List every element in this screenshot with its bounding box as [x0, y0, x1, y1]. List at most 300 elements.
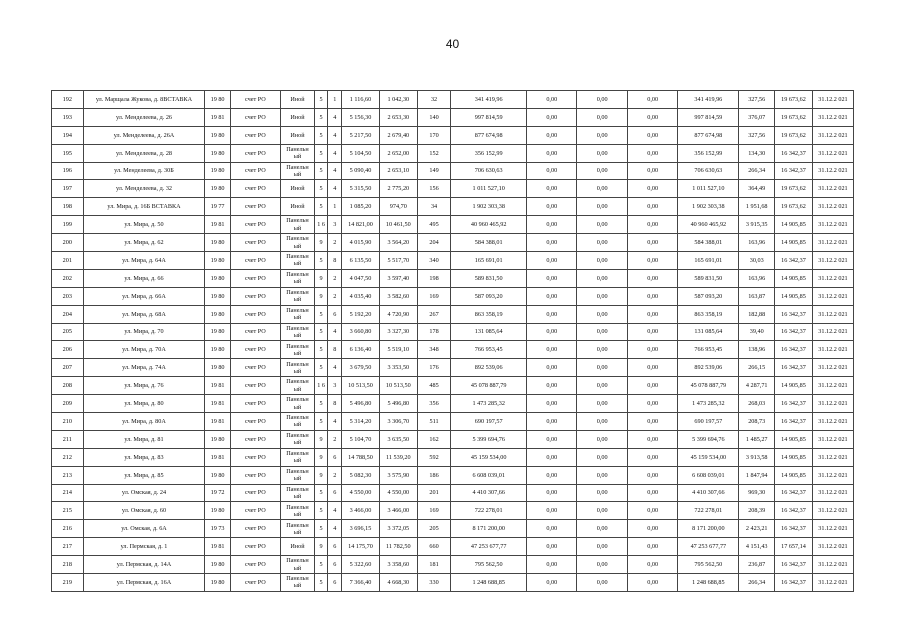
- entrances-cell: 4: [328, 359, 342, 377]
- table-row: [52, 323, 854, 341]
- wall-material-cell: Панельн ый: [281, 520, 315, 538]
- entrances-cell: 8: [328, 252, 342, 270]
- cost-per-sqm-cell: 1 847,94: [739, 466, 775, 484]
- entrances-cell: 2: [328, 234, 342, 252]
- cost-federal-cell: 0,00: [527, 287, 577, 305]
- table-row: [52, 144, 854, 162]
- row-number-cell: 210: [52, 413, 84, 431]
- cost-local-cell: 0,00: [627, 359, 677, 377]
- cost-federal-cell: 0,00: [527, 252, 577, 270]
- wall-material-cell: Панельн ый: [281, 144, 315, 162]
- cost-local-cell: 0,00: [627, 484, 677, 502]
- cost-total-cell: 722 278,01: [451, 502, 527, 520]
- living-area-cell: 5 496,80: [379, 395, 417, 413]
- entrances-cell: 4: [328, 162, 342, 180]
- cost-total-cell: 45 159 534,00: [451, 448, 527, 466]
- cost-total-cell: 1 473 285,32: [451, 395, 527, 413]
- cost-limit-cell: 19 673,62: [775, 126, 813, 144]
- row-number-cell: 193: [52, 108, 84, 126]
- residents-cell: 511: [417, 413, 451, 431]
- cost-owners-cell: 587 093,20: [678, 287, 739, 305]
- address-cell: ул. Мира, д. 70А: [83, 341, 205, 359]
- table-row: [52, 234, 854, 252]
- cost-owners-cell: 8 171 200,00: [678, 520, 739, 538]
- floors-cell: 5: [314, 502, 328, 520]
- residents-cell: 204: [417, 234, 451, 252]
- cost-federal-cell: 0,00: [527, 502, 577, 520]
- total-area-cell: 1 116,60: [342, 91, 380, 109]
- cost-local-cell: 0,00: [627, 395, 677, 413]
- living-area-cell: 974,70: [379, 198, 417, 216]
- living-area-cell: 5 519,10: [379, 341, 417, 359]
- row-number-cell: 194: [52, 126, 84, 144]
- address-cell: ул. Мира, д. 83: [83, 448, 205, 466]
- cost-local-cell: 0,00: [627, 198, 677, 216]
- cost-per-sqm-cell: 163,87: [739, 287, 775, 305]
- cost-regional-cell: 0,00: [577, 91, 627, 109]
- fund-method-cell: счет РО: [230, 287, 280, 305]
- cost-federal-cell: 0,00: [527, 413, 577, 431]
- cost-owners-cell: 165 691,01: [678, 252, 739, 270]
- cost-total-cell: 131 085,64: [451, 323, 527, 341]
- cost-regional-cell: 0,00: [577, 305, 627, 323]
- row-number-cell: 203: [52, 287, 84, 305]
- row-number-cell: 213: [52, 466, 84, 484]
- residents-cell: 170: [417, 126, 451, 144]
- cost-federal-cell: 0,00: [527, 305, 577, 323]
- cost-local-cell: 0,00: [627, 323, 677, 341]
- wall-material-cell: Иной: [281, 198, 315, 216]
- residents-cell: 181: [417, 556, 451, 574]
- year-cell: 19 80: [205, 430, 230, 448]
- floors-cell: 5: [314, 484, 328, 502]
- year-cell: 19 81: [205, 108, 230, 126]
- entrances-cell: 4: [328, 126, 342, 144]
- cost-local-cell: 0,00: [627, 305, 677, 323]
- cost-total-cell: 356 152,99: [451, 144, 527, 162]
- total-area-cell: 4 550,00: [342, 484, 380, 502]
- entrances-cell: 4: [328, 502, 342, 520]
- entrances-cell: 3: [328, 377, 342, 395]
- fund-method-cell: счет РО: [230, 91, 280, 109]
- residents-cell: 592: [417, 448, 451, 466]
- year-cell: 19 72: [205, 484, 230, 502]
- cost-per-sqm-cell: 208,39: [739, 502, 775, 520]
- fund-method-cell: счет РО: [230, 448, 280, 466]
- cost-per-sqm-cell: 2 423,21: [739, 520, 775, 538]
- year-cell: 19 80: [205, 180, 230, 198]
- cost-regional-cell: 0,00: [577, 359, 627, 377]
- row-number-cell: 209: [52, 395, 84, 413]
- entrances-cell: 8: [328, 341, 342, 359]
- wall-material-cell: Панельн ый: [281, 484, 315, 502]
- living-area-cell: 4 550,00: [379, 484, 417, 502]
- floors-cell: 9: [314, 287, 328, 305]
- cost-total-cell: 997 814,59: [451, 108, 527, 126]
- address-cell: ул. Мира, д. 70: [83, 323, 205, 341]
- address-cell: ул. Мира, д. 64А: [83, 252, 205, 270]
- cost-local-cell: 0,00: [627, 466, 677, 484]
- wall-material-cell: Панельн ый: [281, 377, 315, 395]
- living-area-cell: 2 679,40: [379, 126, 417, 144]
- floors-cell: 9: [314, 234, 328, 252]
- cost-federal-cell: 0,00: [527, 144, 577, 162]
- entrances-cell: 2: [328, 287, 342, 305]
- floors-cell: 9: [314, 466, 328, 484]
- floors-cell: 5: [314, 341, 328, 359]
- cost-per-sqm-cell: 1 485,27: [739, 430, 775, 448]
- fund-method-cell: счет РО: [230, 108, 280, 126]
- wall-material-cell: Панельн ый: [281, 448, 315, 466]
- entrances-cell: 8: [328, 395, 342, 413]
- cost-limit-cell: 14 905,85: [775, 287, 813, 305]
- table-row: [52, 287, 854, 305]
- floors-cell: 9: [314, 430, 328, 448]
- entrances-cell: 4: [328, 520, 342, 538]
- cost-owners-cell: 40 960 465,92: [678, 216, 739, 234]
- floors-cell: 5: [314, 323, 328, 341]
- residents-cell: 169: [417, 502, 451, 520]
- total-area-cell: 5 104,50: [342, 144, 380, 162]
- cost-limit-cell: 19 673,62: [775, 91, 813, 109]
- cost-federal-cell: 0,00: [527, 180, 577, 198]
- residents-cell: 205: [417, 520, 451, 538]
- cost-regional-cell: 0,00: [577, 413, 627, 431]
- wall-material-cell: Иной: [281, 91, 315, 109]
- cost-limit-cell: 14 905,85: [775, 430, 813, 448]
- completion-date-cell: 31.12.2 021: [812, 287, 853, 305]
- row-number-cell: 219: [52, 574, 84, 592]
- floors-cell: 5: [314, 180, 328, 198]
- cost-regional-cell: 0,00: [577, 466, 627, 484]
- address-cell: ул. Менделеева, д. 26: [83, 108, 205, 126]
- table-row: [52, 180, 854, 198]
- cost-limit-cell: 16 342,37: [775, 305, 813, 323]
- residents-cell: 169: [417, 287, 451, 305]
- completion-date-cell: 31.12.2 021: [812, 341, 853, 359]
- address-cell: ул. Пермская, д. 16А: [83, 574, 205, 592]
- cost-local-cell: 0,00: [627, 126, 677, 144]
- year-cell: 19 80: [205, 234, 230, 252]
- cost-limit-cell: 16 342,37: [775, 413, 813, 431]
- cost-owners-cell: 45 159 534,00: [678, 448, 739, 466]
- completion-date-cell: 31.12.2 021: [812, 359, 853, 377]
- cost-per-sqm-cell: 163,96: [739, 234, 775, 252]
- residents-cell: 495: [417, 216, 451, 234]
- completion-date-cell: 31.12.2 021: [812, 198, 853, 216]
- year-cell: 19 77: [205, 198, 230, 216]
- table-row: [52, 430, 854, 448]
- cost-local-cell: 0,00: [627, 413, 677, 431]
- total-area-cell: 6 136,40: [342, 341, 380, 359]
- cost-limit-cell: 16 342,37: [775, 341, 813, 359]
- completion-date-cell: 31.12.2 021: [812, 234, 853, 252]
- cost-regional-cell: 0,00: [577, 520, 627, 538]
- floors-cell: 5: [314, 413, 328, 431]
- cost-local-cell: 0,00: [627, 180, 677, 198]
- cost-regional-cell: 0,00: [577, 144, 627, 162]
- cost-per-sqm-cell: 266,15: [739, 359, 775, 377]
- row-number-cell: 196: [52, 162, 84, 180]
- cost-regional-cell: 0,00: [577, 216, 627, 234]
- living-area-cell: 2 653,30: [379, 108, 417, 126]
- fund-method-cell: счет РО: [230, 234, 280, 252]
- cost-regional-cell: 0,00: [577, 126, 627, 144]
- residents-cell: 340: [417, 252, 451, 270]
- row-number-cell: 216: [52, 520, 84, 538]
- table-row: [52, 216, 854, 234]
- cost-per-sqm-cell: 4 151,43: [739, 538, 775, 556]
- row-number-cell: 198: [52, 198, 84, 216]
- table-body: [52, 91, 854, 592]
- row-number-cell: 214: [52, 484, 84, 502]
- cost-total-cell: 341 419,96: [451, 91, 527, 109]
- table-row: [52, 359, 854, 377]
- cost-owners-cell: 5 399 694,76: [678, 430, 739, 448]
- address-cell: ул. Мира, д. 66А: [83, 287, 205, 305]
- fund-method-cell: счет РО: [230, 198, 280, 216]
- fund-method-cell: счет РО: [230, 484, 280, 502]
- cost-total-cell: 589 831,50: [451, 269, 527, 287]
- cost-regional-cell: 0,00: [577, 395, 627, 413]
- cost-total-cell: 877 674,98: [451, 126, 527, 144]
- cost-per-sqm-cell: 969,30: [739, 484, 775, 502]
- cost-local-cell: 0,00: [627, 269, 677, 287]
- completion-date-cell: 31.12.2 021: [812, 413, 853, 431]
- year-cell: 19 80: [205, 574, 230, 592]
- cost-total-cell: 766 953,45: [451, 341, 527, 359]
- address-cell: ул. Омская, д. 6А: [83, 520, 205, 538]
- year-cell: 19 80: [205, 144, 230, 162]
- year-cell: 19 80: [205, 162, 230, 180]
- cost-per-sqm-cell: 327,56: [739, 91, 775, 109]
- cost-owners-cell: 45 078 887,79: [678, 377, 739, 395]
- completion-date-cell: 31.12.2 021: [812, 269, 853, 287]
- cost-limit-cell: 16 342,37: [775, 144, 813, 162]
- wall-material-cell: Панельн ый: [281, 574, 315, 592]
- total-area-cell: 1 085,20: [342, 198, 380, 216]
- total-area-cell: 5 496,80: [342, 395, 380, 413]
- entrances-cell: 2: [328, 269, 342, 287]
- cost-local-cell: 0,00: [627, 252, 677, 270]
- cost-per-sqm-cell: 327,56: [739, 126, 775, 144]
- cost-total-cell: 165 691,01: [451, 252, 527, 270]
- table-row: [52, 162, 854, 180]
- residents-cell: 156: [417, 180, 451, 198]
- total-area-cell: 5 082,30: [342, 466, 380, 484]
- cost-owners-cell: 4 410 307,66: [678, 484, 739, 502]
- cost-total-cell: 5 399 694,76: [451, 430, 527, 448]
- cost-local-cell: 0,00: [627, 341, 677, 359]
- residents-cell: 186: [417, 466, 451, 484]
- table-row: [52, 269, 854, 287]
- cost-regional-cell: 0,00: [577, 287, 627, 305]
- cost-limit-cell: 19 673,62: [775, 180, 813, 198]
- wall-material-cell: Панельн ый: [281, 252, 315, 270]
- entrances-cell: 1: [328, 198, 342, 216]
- living-area-cell: 3 327,30: [379, 323, 417, 341]
- row-number-cell: 208: [52, 377, 84, 395]
- cost-owners-cell: 892 539,06: [678, 359, 739, 377]
- total-area-cell: 10 513,50: [342, 377, 380, 395]
- cost-owners-cell: 722 278,01: [678, 502, 739, 520]
- fund-method-cell: счет РО: [230, 466, 280, 484]
- address-cell: ул. Омская, д. 60: [83, 502, 205, 520]
- cost-limit-cell: 16 342,37: [775, 162, 813, 180]
- residents-cell: 32: [417, 91, 451, 109]
- cost-limit-cell: 16 342,37: [775, 574, 813, 592]
- fund-method-cell: счет РО: [230, 269, 280, 287]
- fund-method-cell: счет РО: [230, 395, 280, 413]
- row-number-cell: 212: [52, 448, 84, 466]
- entrances-cell: 6: [328, 538, 342, 556]
- cost-federal-cell: 0,00: [527, 108, 577, 126]
- cost-per-sqm-cell: 268,03: [739, 395, 775, 413]
- floors-cell: 5: [314, 198, 328, 216]
- wall-material-cell: Иной: [281, 180, 315, 198]
- floors-cell: 5: [314, 305, 328, 323]
- table-row: [52, 126, 854, 144]
- completion-date-cell: 31.12.2 021: [812, 520, 853, 538]
- year-cell: 19 81: [205, 448, 230, 466]
- completion-date-cell: 31.12.2 021: [812, 377, 853, 395]
- cost-regional-cell: 0,00: [577, 198, 627, 216]
- living-area-cell: 5 517,70: [379, 252, 417, 270]
- cost-local-cell: 0,00: [627, 162, 677, 180]
- residents-cell: 267: [417, 305, 451, 323]
- entrances-cell: 2: [328, 466, 342, 484]
- cost-federal-cell: 0,00: [527, 91, 577, 109]
- living-area-cell: 10 461,50: [379, 216, 417, 234]
- cost-regional-cell: 0,00: [577, 538, 627, 556]
- row-number-cell: 218: [52, 556, 84, 574]
- cost-limit-cell: 16 342,37: [775, 520, 813, 538]
- living-area-cell: 3 597,40: [379, 269, 417, 287]
- fund-method-cell: счет РО: [230, 180, 280, 198]
- entrances-cell: 4: [328, 108, 342, 126]
- year-cell: 19 80: [205, 91, 230, 109]
- completion-date-cell: 31.12.2 021: [812, 180, 853, 198]
- fund-method-cell: счет РО: [230, 323, 280, 341]
- cost-owners-cell: 584 388,01: [678, 234, 739, 252]
- cost-local-cell: 0,00: [627, 216, 677, 234]
- cost-total-cell: 587 093,20: [451, 287, 527, 305]
- living-area-cell: 10 513,50: [379, 377, 417, 395]
- cost-federal-cell: 0,00: [527, 126, 577, 144]
- cost-total-cell: 47 253 677,77: [451, 538, 527, 556]
- year-cell: 19 80: [205, 556, 230, 574]
- residents-cell: 348: [417, 341, 451, 359]
- cost-per-sqm-cell: 3 913,58: [739, 448, 775, 466]
- wall-material-cell: Иной: [281, 108, 315, 126]
- cost-total-cell: 1 902 303,38: [451, 198, 527, 216]
- floors-cell: 5: [314, 395, 328, 413]
- floors-cell: 5: [314, 520, 328, 538]
- entrances-cell: 4: [328, 180, 342, 198]
- cost-regional-cell: 0,00: [577, 556, 627, 574]
- year-cell: 19 80: [205, 305, 230, 323]
- table-row: [52, 91, 854, 109]
- wall-material-cell: Панельн ый: [281, 305, 315, 323]
- entrances-cell: 6: [328, 484, 342, 502]
- row-number-cell: 202: [52, 269, 84, 287]
- completion-date-cell: 31.12.2 021: [812, 91, 853, 109]
- cost-owners-cell: 131 085,64: [678, 323, 739, 341]
- cost-federal-cell: 0,00: [527, 520, 577, 538]
- completion-date-cell: 31.12.2 021: [812, 395, 853, 413]
- cost-total-cell: 45 078 887,79: [451, 377, 527, 395]
- cost-local-cell: 0,00: [627, 538, 677, 556]
- cost-owners-cell: 690 197,57: [678, 413, 739, 431]
- residents-cell: 149: [417, 162, 451, 180]
- cost-limit-cell: 14 905,85: [775, 377, 813, 395]
- address-cell: ул. Мира, д. 50: [83, 216, 205, 234]
- entrances-cell: 6: [328, 574, 342, 592]
- completion-date-cell: 31.12.2 021: [812, 216, 853, 234]
- cost-regional-cell: 0,00: [577, 162, 627, 180]
- cost-per-sqm-cell: 364,49: [739, 180, 775, 198]
- entrances-cell: 6: [328, 305, 342, 323]
- floors-cell: 9: [314, 448, 328, 466]
- table-row: [52, 484, 854, 502]
- fund-method-cell: счет РО: [230, 556, 280, 574]
- cost-limit-cell: 14 905,85: [775, 269, 813, 287]
- cost-federal-cell: 0,00: [527, 466, 577, 484]
- completion-date-cell: 31.12.2 021: [812, 430, 853, 448]
- address-cell: ул. Мира, д. 85: [83, 466, 205, 484]
- cost-local-cell: 0,00: [627, 234, 677, 252]
- cost-owners-cell: 589 831,50: [678, 269, 739, 287]
- cost-per-sqm-cell: 236,87: [739, 556, 775, 574]
- wall-material-cell: Иной: [281, 126, 315, 144]
- cost-total-cell: 795 562,50: [451, 556, 527, 574]
- cost-local-cell: 0,00: [627, 91, 677, 109]
- cost-regional-cell: 0,00: [577, 108, 627, 126]
- wall-material-cell: Панельн ый: [281, 323, 315, 341]
- cost-federal-cell: 0,00: [527, 484, 577, 502]
- floors-cell: 9: [314, 538, 328, 556]
- total-area-cell: 4 015,90: [342, 234, 380, 252]
- living-area-cell: 3 635,50: [379, 430, 417, 448]
- address-cell: ул. Мира, д. 81: [83, 430, 205, 448]
- cost-owners-cell: 1 248 688,85: [678, 574, 739, 592]
- living-area-cell: 3 575,90: [379, 466, 417, 484]
- living-area-cell: 3 564,20: [379, 234, 417, 252]
- wall-material-cell: Панельн ый: [281, 287, 315, 305]
- cost-owners-cell: 6 608 039,01: [678, 466, 739, 484]
- cost-owners-cell: 1 011 527,10: [678, 180, 739, 198]
- cost-local-cell: 0,00: [627, 448, 677, 466]
- fund-method-cell: счет РО: [230, 162, 280, 180]
- cost-owners-cell: 766 953,45: [678, 341, 739, 359]
- row-number-cell: 204: [52, 305, 84, 323]
- cost-regional-cell: 0,00: [577, 269, 627, 287]
- cost-regional-cell: 0,00: [577, 377, 627, 395]
- total-area-cell: 3 679,50: [342, 359, 380, 377]
- housing-register-table: [51, 90, 854, 592]
- page-number: 40: [445, 37, 460, 51]
- living-area-cell: 3 466,00: [379, 502, 417, 520]
- address-cell: ул. Мира, д. 16Б ВСТАВКА: [83, 198, 205, 216]
- year-cell: 19 80: [205, 359, 230, 377]
- cost-limit-cell: 16 342,37: [775, 252, 813, 270]
- total-area-cell: 5 156,30: [342, 108, 380, 126]
- row-number-cell: 215: [52, 502, 84, 520]
- cost-limit-cell: 19 673,62: [775, 108, 813, 126]
- living-area-cell: 4 668,30: [379, 574, 417, 592]
- wall-material-cell: Панельн ый: [281, 269, 315, 287]
- table-row: [52, 341, 854, 359]
